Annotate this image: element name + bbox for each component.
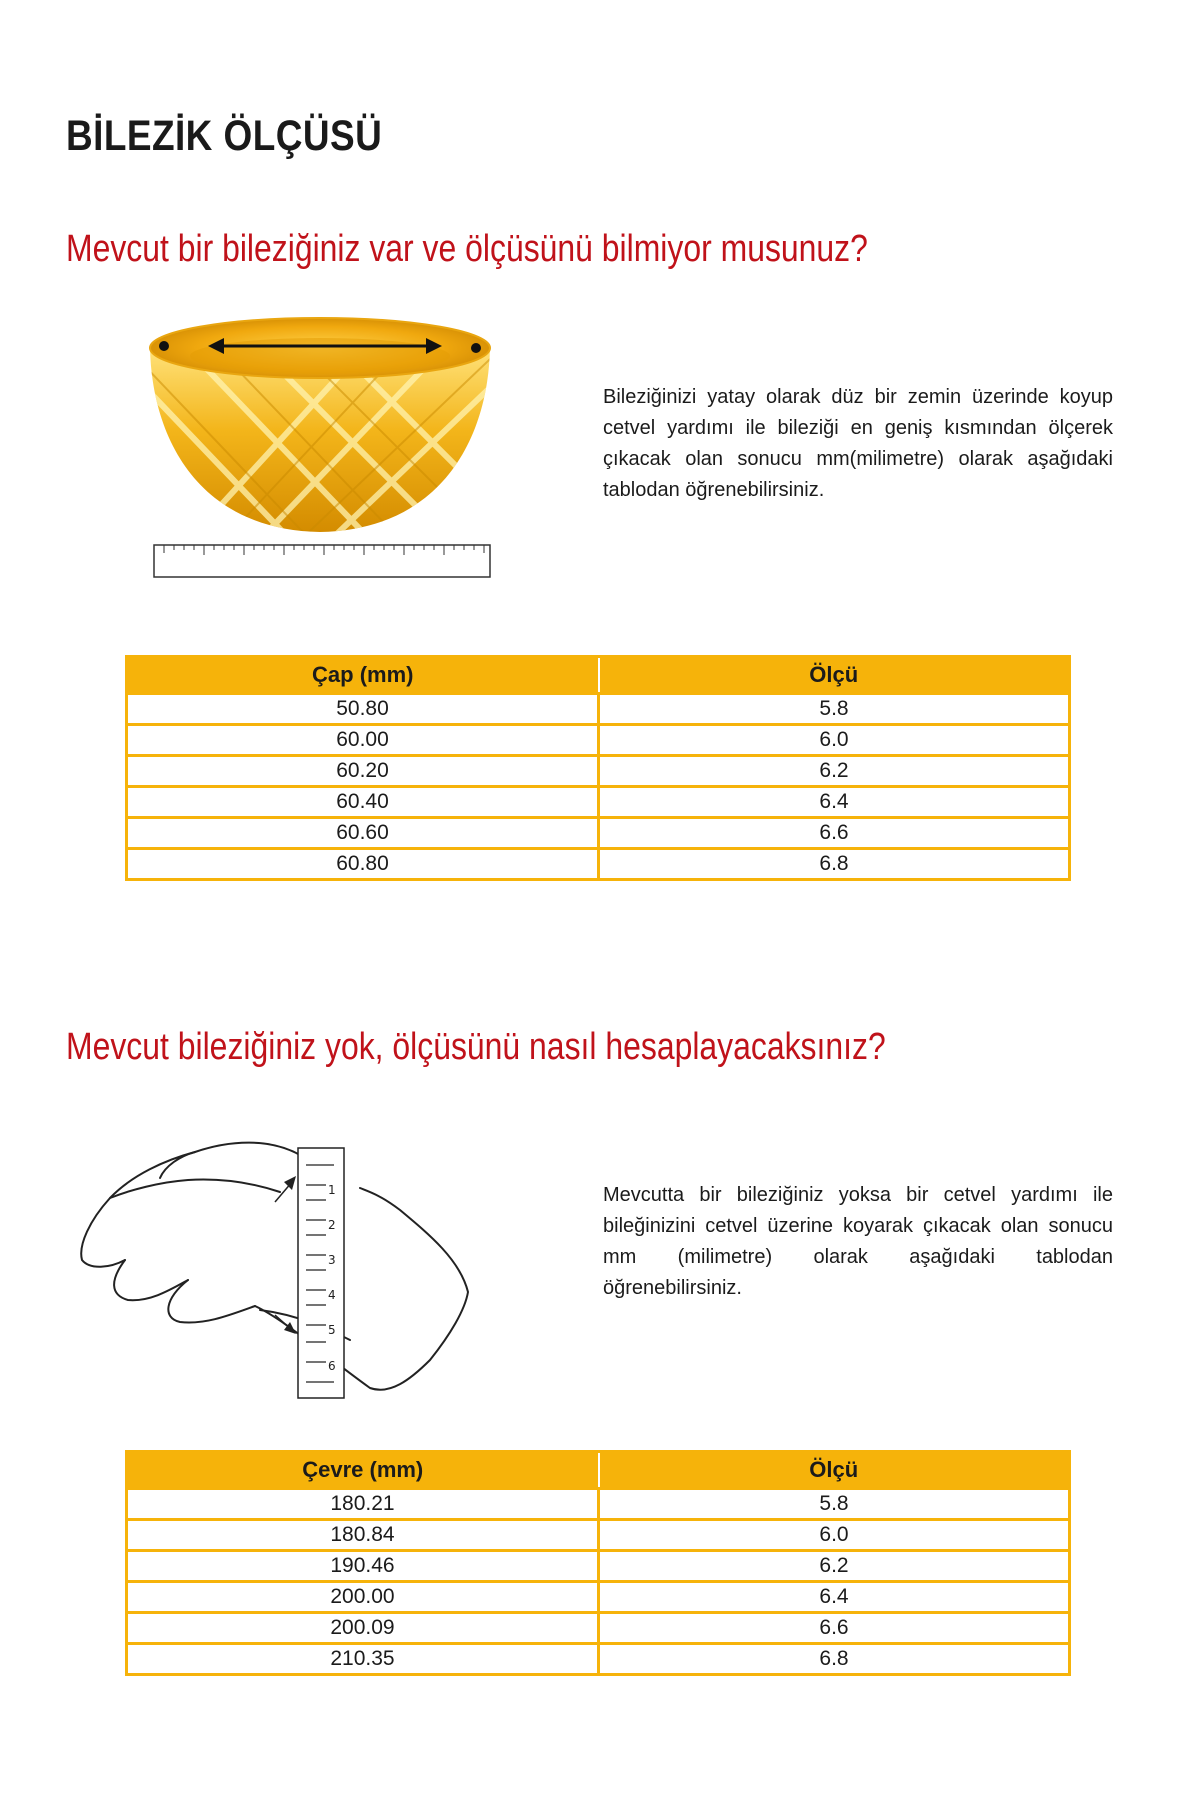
size-cell: 6.6 [599,1613,1070,1644]
circumference-cell: 190.46 [127,1551,599,1582]
ruler-label: 4 [328,1288,336,1302]
size-cell: 6.8 [599,1644,1070,1675]
vertical-ruler [298,1148,344,1398]
section-1-description: Bileziğinizi yatay olarak düz bir zemin üzerinde koyup cetvel yardımı ile bileziği en geniş kısmından ölçerek çıkacak olan sonucu mm(milimetre) olarak aşağıdaki tablodan öğrenebilirsiniz. [603,386,1113,501]
circumference-size-table [125,1450,1071,1676]
diameter-cell: 60.40 [127,787,599,818]
diameter-cell: 60.00 [127,725,599,756]
diameter-cell: 50.80 [127,694,599,725]
table-row [127,787,1070,818]
table-header-row [127,657,1070,694]
circumference-cell: 200.00 [127,1582,599,1613]
circumference-cell: 210.35 [127,1644,599,1675]
table-header-row [127,1452,1070,1489]
circumference-cell: 180.21 [127,1489,599,1520]
table-row [127,1644,1070,1675]
table-row [127,756,1070,787]
ruler-label: 3 [328,1253,336,1267]
table-row [127,1613,1070,1644]
table-row [127,1520,1070,1551]
ruler-label: 6 [328,1359,336,1373]
size-cell: 6.2 [599,756,1070,787]
diameter-cell: 60.80 [127,849,599,880]
ruler-label: 2 [328,1218,336,1232]
table-row [127,1582,1070,1613]
size-cell: 5.8 [599,1489,1070,1520]
measure-point-right [471,343,481,353]
ruler-label: 5 [328,1323,336,1337]
hand-outline [81,1143,468,1390]
size-cell: 6.4 [599,787,1070,818]
table-row [127,1551,1070,1582]
size-cell: 6.0 [599,1520,1070,1551]
diameter-size-table [125,655,1071,881]
table-row [127,818,1070,849]
size-cell: 6.2 [599,1551,1070,1582]
measure-arrows [275,1176,296,1334]
ruler-label: 1 [328,1183,336,1197]
size-cell: 6.4 [599,1582,1070,1613]
table-row [127,725,1070,756]
column-header-size: Ölçü [599,657,1070,694]
ruler [154,545,490,577]
diameter-cell: 60.20 [127,756,599,787]
size-cell: 6.0 [599,725,1070,756]
measure-point-left [159,341,169,351]
circumference-cell: 180.84 [127,1520,599,1551]
table-row [127,1489,1070,1520]
size-cell: 5.8 [599,694,1070,725]
diameter-cell: 60.60 [127,818,599,849]
circumference-cell: 200.09 [127,1613,599,1644]
section-2-description: Mevcutta bir bileziğiniz yoksa bir cetvel yardımı ile bileğinizini cetvel üzerine koyarak çıkacak olan sonucu mm (milimetre) olarak aşağıdaki tablodan öğrenebilirsiniz. [603,1184,1113,1299]
page-title: BİLEZİK ÖLÇÜSÜ [66,112,383,160]
section-2-heading: Mevcut bileziğiniz yok, ölçüsünü nasıl hesaplayacaksınız? [66,1026,886,1068]
table-row [127,694,1070,725]
size-cell: 6.6 [599,818,1070,849]
hand-measure-illustration [70,1120,490,1410]
column-header-diameter: Çap (mm) [127,657,599,694]
bangle-illustration [140,300,500,580]
size-cell: 6.8 [599,849,1070,880]
table-row [127,849,1070,880]
section-1-heading: Mevcut bir bileziğiniz var ve ölçüsünü bilmiyor musunuz? [66,228,868,270]
column-header-size: Ölçü [599,1452,1070,1489]
column-header-circumference: Çevre (mm) [127,1452,599,1489]
